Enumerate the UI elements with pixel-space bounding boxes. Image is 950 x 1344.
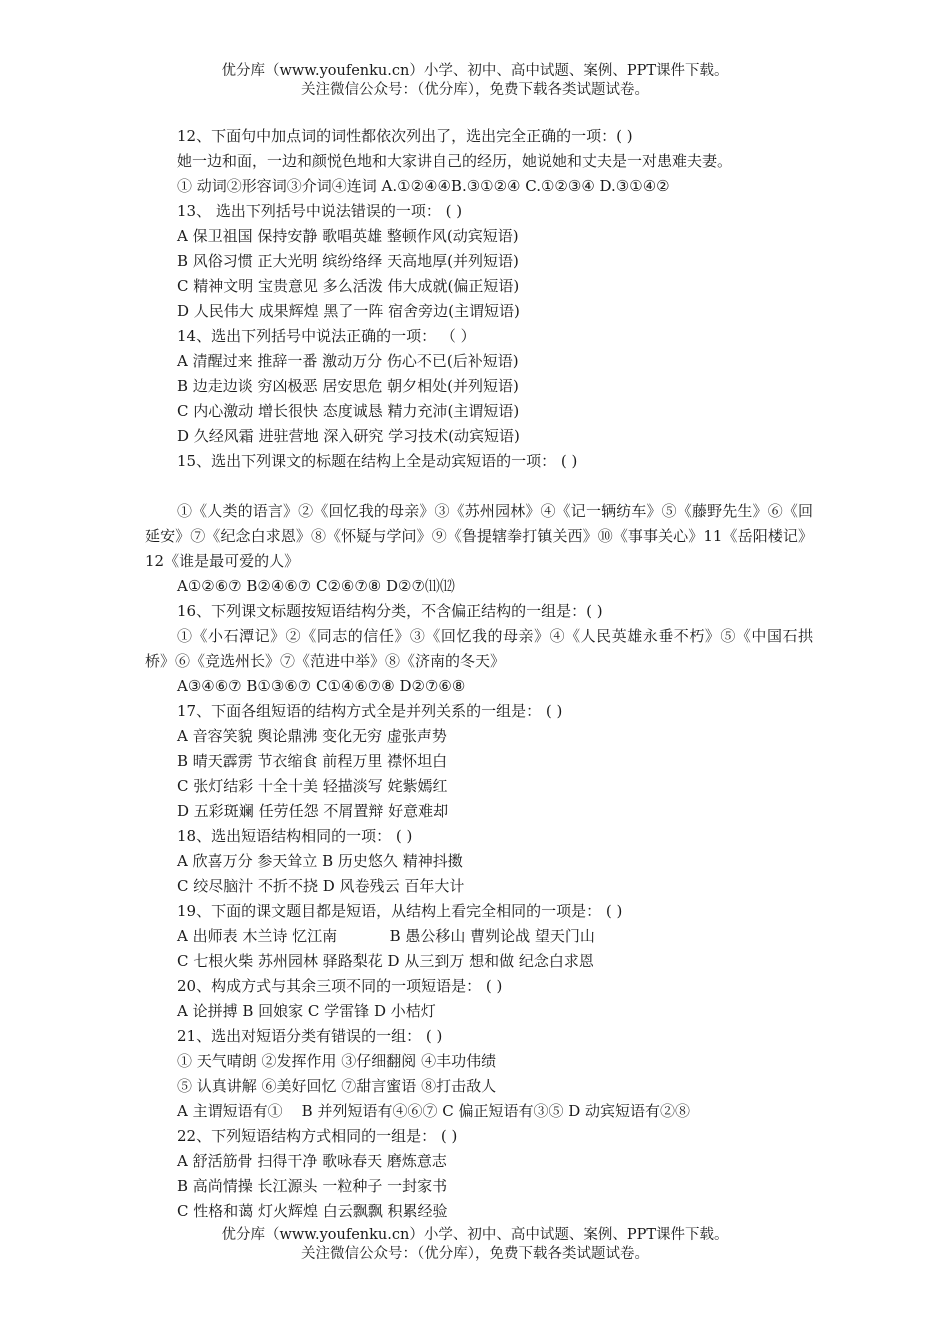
question-20: 20、构成方式与其余三项不同的一项短语是： ( ) (177, 977, 503, 995)
question-22-option-c: C 性格和蔼 灯火辉煌 白云飘飘 积累经验 (177, 1202, 448, 1220)
question-13-option-a: A 保卫祖国 保持安静 歌唱英雄 整顿作风(动宾短语) (177, 227, 519, 245)
question-16: 16、下列课文标题按短语结构分类，不含偏正结构的一组是：( ) (177, 602, 603, 620)
question-15: 15、选出下列课文的标题在结构上全是动宾短语的一项： ( ) (177, 452, 578, 470)
header-wechat-line: 关注微信公众号：（优分库），免费下载各类试题试卷。 (301, 82, 649, 98)
question-16-options: A③④⑥⑦ B①③⑥⑦ C①④⑥⑦⑧ D②⑦⑥⑧ (177, 677, 466, 695)
question-15-options: A①②⑥⑦ B②④⑥⑦ C②⑥⑦⑧ D②⑦⑾⑿ (177, 577, 455, 595)
question-22-option-b: B 高尚情操 长江源头 一粒种子 一封家书 (177, 1177, 448, 1195)
blank-line (145, 474, 813, 499)
question-13-option-b: B 风俗习惯 正大光明 缤纷络绎 天高地厚(并列短语) (177, 252, 519, 270)
question-16-titles: ①《小石潭记》②《同志的信任》③《回忆我的母亲》④《人民英雄永垂不朽》⑤《中国石拱桥》⑥《竞选州长》⑦《范进中举》⑧《济南的冬天》 (145, 627, 813, 670)
question-18-options-cd: C 绞尽脑汁 不折不挠 D 风卷残云 百年大计 (177, 877, 465, 895)
question-13-option-c: C 精神文明 宝贵意见 多么活泼 伟大成就(偏正短语) (177, 277, 520, 295)
question-17-option-b: B 晴天霹雳 节衣缩食 前程万里 襟怀坦白 (177, 752, 448, 770)
question-17-option-a: A 音容笑貌 舆论鼎沸 变化无穷 虚张声势 (177, 727, 447, 745)
question-14: 14、选出下列括号中说法正确的一项： （ ） (177, 327, 476, 345)
question-19-options-cd: C 七根火柴 苏州园林 驿路梨花 D 从三到万 想和做 纪念白求恩 (177, 952, 594, 970)
question-14-option-c: C 内心激动 增长很快 态度诚恳 精力充沛(主谓短语) (177, 402, 520, 420)
question-17: 17、下面各组短语的结构方式全是并列关系的一组是： ( ) (177, 702, 563, 720)
question-12-sentence: 她一边和面，一边和颜悦色地和大家讲自己的经历，她说她和丈夫是一对患难夫妻。 (177, 152, 733, 170)
question-12: 12、下面句中加点词的词性都依次列出了，选出完全正确的一项：( ) (177, 127, 633, 145)
question-21-options: A 主谓短语有① B 并列短语有④⑥⑦ C 偏正短语有③⑤ D 动宾短语有②⑧ (177, 1102, 691, 1120)
question-22-option-a: A 舒活筋骨 扫得干净 歌咏春天 磨炼意志 (177, 1152, 447, 1170)
footer-promo-line: 优分库（www.youfenku.cn）小学、初中、高中试题、案例、PPT课件下载。 (221, 1227, 729, 1243)
header-promo-line: 优分库（www.youfenku.cn）小学、初中、高中试题、案例、PPT课件下载。 (221, 63, 729, 79)
question-13-option-d: D 人民伟大 成果辉煌 黑了一阵 宿舍旁边(主谓短语) (177, 302, 520, 320)
question-15-titles: ①《人类的语言》②《回忆我的母亲》③《苏州园林》④《记一辆纺车》⑤《藤野先生》⑥《回延安》⑦《纪念白求恩》⑧《怀疑与学问》⑨《鲁提辖拳打镇关西》⑩《事事关心》11《岳阳楼记》12《谁是最可爱的人》 (145, 502, 813, 570)
question-19-options-ab: A 出师表 木兰诗 忆江南 B 愚公移山 曹刿论战 望天门山 (177, 927, 595, 945)
page-footer (0, 1226, 950, 1264)
question-21: 21、选出对短语分类有错误的一组： ( ) (177, 1027, 443, 1045)
question-22: 22、下列短语结构方式相同的一组是： ( ) (177, 1127, 458, 1145)
question-17-option-c: C 张灯结彩 十全十美 轻描淡写 姹紫嫣红 (177, 777, 448, 795)
question-17-option-d: D 五彩斑斓 任劳任怨 不屑置辩 好意难却 (177, 802, 449, 820)
question-13: 13、 选出下列括号中说法错误的一项： ( ) (177, 202, 463, 220)
question-18: 18、选出短语结构相同的一项： ( ) (177, 827, 413, 845)
question-21-items-1: ① 天气晴朗 ②发挥作用 ③仔细翻阅 ④丰功伟绩 (177, 1052, 497, 1070)
question-14-option-b: B 边走边谈 穷凶极恶 居安思危 朝夕相处(并列短语) (177, 377, 519, 395)
footer-wechat-line: 关注微信公众号：（优分库），免费下载各类试题试卷。 (301, 1246, 649, 1262)
page-header (0, 62, 950, 100)
question-18-options-ab: A 欣喜万分 参天耸立 B 历史悠久 精神抖擞 (177, 852, 463, 870)
question-14-option-d: D 久经风霜 进驻营地 深入研究 学习技术(动宾短语) (177, 427, 520, 445)
question-21-items-2: ⑤ 认真讲解 ⑥美好回忆 ⑦甜言蜜语 ⑧打击敌人 (177, 1077, 497, 1095)
question-12-options: ① 动词②形容词③介词④连词 A.①②④④B.③①②④ C.①②③④ D.③①④② (177, 177, 670, 195)
question-14-option-a: A 清醒过来 推辞一番 激动万分 伤心不已(后补短语) (177, 352, 519, 370)
question-19: 19、下面的课文题目都是短语，从结构上看完全相同的一项是： ( ) (177, 902, 623, 920)
document-body (145, 124, 813, 1224)
question-20-options: A 论拼搏 B 回娘家 C 学雷锋 D 小桔灯 (177, 1002, 436, 1020)
